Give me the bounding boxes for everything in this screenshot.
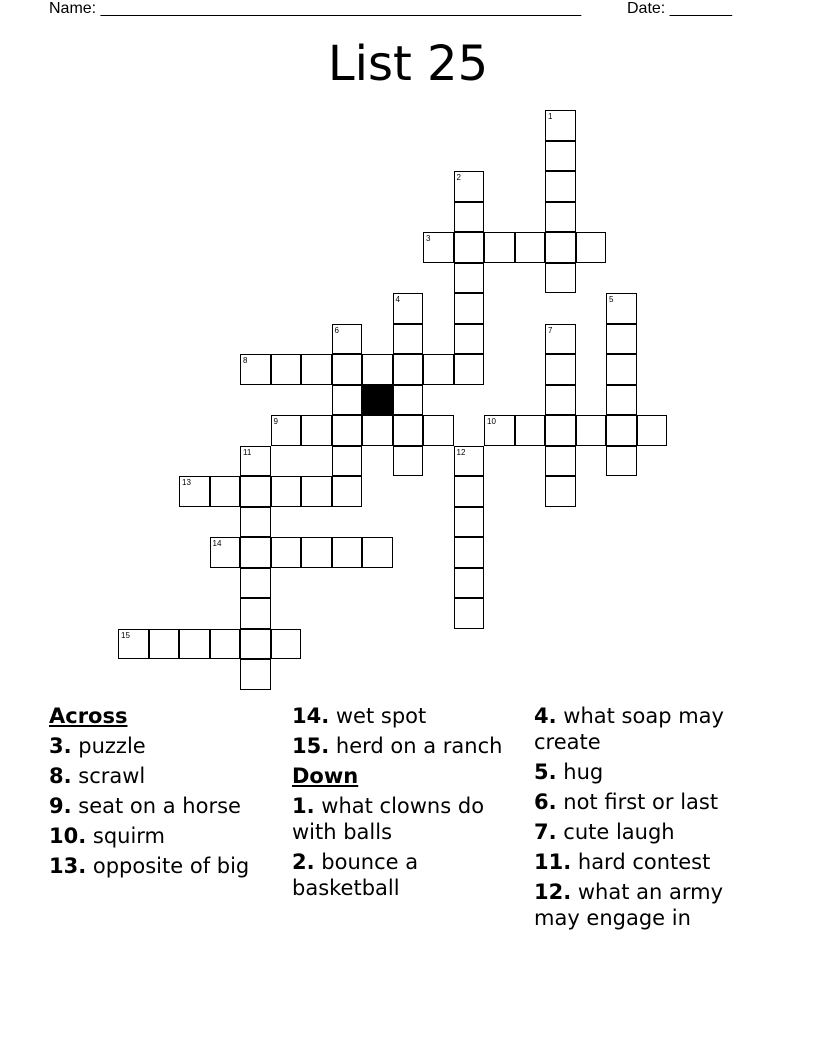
clue-number: 13: [182, 478, 191, 487]
clue-number: 9: [273, 417, 278, 426]
clue-item: [49, 793, 281, 819]
clue-item: [49, 823, 281, 849]
clue-number: 3: [426, 234, 431, 243]
crossword-cell[interactable]: [393, 324, 424, 355]
clue-item-number: 8.: [49, 764, 72, 788]
crossword-cell[interactable]: [454, 476, 485, 507]
crossword-cell[interactable]: [118, 629, 149, 660]
crossword-cell[interactable]: [332, 385, 363, 416]
crossword-cell[interactable]: [179, 476, 210, 507]
clue-item: [534, 789, 766, 815]
clue-item-number: 1.: [292, 794, 315, 818]
crossword-cell[interactable]: [210, 476, 241, 507]
crossword-cell[interactable]: [545, 446, 576, 477]
crossword-cell[interactable]: [332, 324, 363, 355]
clue-column-1: [49, 703, 281, 883]
crossword-cell[interactable]: [149, 629, 180, 660]
clue-number: 11: [243, 447, 252, 457]
clue-number: 8: [243, 356, 248, 365]
clue-number: 1: [548, 112, 553, 121]
page-title: List 25: [327, 36, 489, 92]
clue-heading-down: Down: [292, 764, 359, 788]
clue-number: 12: [456, 447, 466, 457]
clue-item-number: 9.: [49, 794, 72, 818]
crossword-cell[interactable]: [240, 659, 271, 690]
clue-number: 15: [121, 630, 130, 640]
clue-item-text: wet spot: [329, 704, 427, 728]
crossword-cell[interactable]: [332, 415, 363, 446]
crossword-cell[interactable]: [240, 629, 271, 660]
clue-item-text: herd on a ranch: [329, 734, 503, 758]
clue-item: [292, 703, 524, 729]
crossword-cell[interactable]: [271, 354, 302, 385]
clue-number: 5: [609, 295, 614, 304]
crossword-cell[interactable]: [271, 629, 302, 660]
crossword-cell[interactable]: [393, 446, 424, 477]
crossword-cell[interactable]: [301, 537, 332, 568]
clue-item: [534, 879, 766, 931]
crossword-cell[interactable]: [606, 354, 637, 385]
clue-item-text: seat on a horse: [71, 794, 241, 818]
crossword-cell[interactable]: [454, 354, 485, 385]
crossword-cell[interactable]: [271, 537, 302, 568]
crossword-cell[interactable]: [240, 537, 271, 568]
crossword-cell[interactable]: [545, 385, 576, 416]
clue-item-text: what clowns do with balls: [292, 794, 485, 844]
crossword-cell[interactable]: [240, 476, 271, 507]
crossword-cell[interactable]: [545, 263, 576, 294]
date-field-label: Date: _______: [627, 0, 732, 17]
crossword-cell[interactable]: [362, 537, 393, 568]
crossword-cell[interactable]: [484, 415, 515, 446]
crossword-cell[interactable]: [454, 293, 485, 324]
crossword-cell[interactable]: [606, 446, 637, 477]
crossword-cell[interactable]: [515, 232, 546, 263]
clue-item: [534, 759, 766, 785]
clue-item-number: 5.: [534, 760, 557, 784]
clue-number: 7: [548, 325, 553, 335]
crossword-cell[interactable]: [454, 568, 485, 599]
clue-item-number: 14.: [292, 704, 330, 728]
crossword-cell[interactable]: [240, 354, 271, 385]
name-field-label: Name: ______________________________________________________: [49, 0, 582, 17]
crossword-cell[interactable]: [240, 446, 271, 477]
crossword-cell[interactable]: [332, 354, 363, 385]
clue-item-number: 15.: [292, 734, 330, 758]
clue-item-text: what soap may create: [534, 704, 724, 754]
crossword-cell[interactable]: [271, 476, 302, 507]
clue-number: 6: [334, 325, 339, 335]
clue-item-number: 13.: [49, 854, 87, 878]
clue-heading-across: Across: [49, 704, 128, 728]
crossword-cell[interactable]: [393, 354, 424, 385]
crossword-cell[interactable]: [240, 568, 271, 599]
clue-item: [49, 763, 281, 789]
crossword-cell[interactable]: [362, 415, 393, 446]
crossword-cell[interactable]: [515, 415, 546, 446]
crossword-cell[interactable]: [606, 415, 637, 446]
crossword-cell[interactable]: [637, 415, 668, 446]
crossword-cell[interactable]: [606, 385, 637, 416]
clue-item: [49, 853, 281, 879]
crossword-cell[interactable]: [545, 202, 576, 233]
crossword-cell[interactable]: [576, 232, 607, 263]
crossword-cell[interactable]: [454, 507, 485, 538]
clue-item: [534, 849, 766, 875]
clue-item-text: hug: [556, 760, 604, 784]
crossword-cell[interactable]: [484, 232, 515, 263]
clue-item: [534, 703, 766, 755]
clue-number: 2: [456, 173, 461, 182]
crossword-cell[interactable]: [301, 415, 332, 446]
crossword-cell[interactable]: [210, 537, 241, 568]
crossword-cell[interactable]: [423, 232, 454, 263]
clue-item: [292, 733, 524, 759]
crossword-cell[interactable]: [332, 476, 363, 507]
crossword-cell[interactable]: [240, 507, 271, 538]
crossword-cell[interactable]: [332, 537, 363, 568]
crossword-cell[interactable]: [362, 354, 393, 385]
clue-item-text: puzzle: [71, 734, 146, 758]
clue-item-text: opposite of big: [86, 854, 250, 878]
crossword-cell[interactable]: [454, 324, 485, 355]
crossword-cell[interactable]: [454, 537, 485, 568]
crossword-block: [362, 385, 393, 416]
clue-item: [292, 793, 524, 845]
crossword-cell[interactable]: [545, 171, 576, 202]
crossword-cell[interactable]: [454, 263, 485, 294]
clue-item-number: 11.: [534, 850, 572, 874]
clue-column-2: [292, 703, 524, 905]
clue-item-number: 10.: [49, 824, 87, 848]
crossword-cell[interactable]: [301, 476, 332, 507]
clue-item-text: cute laugh: [556, 820, 675, 844]
crossword-cell[interactable]: [545, 354, 576, 385]
clue-number: 4: [395, 295, 400, 304]
crossword-cell[interactable]: [454, 232, 485, 263]
clue-item-text: bounce a basketball: [292, 850, 419, 900]
clue-item-number: 3.: [49, 734, 72, 758]
crossword-cell[interactable]: [423, 354, 454, 385]
crossword-cell[interactable]: [545, 415, 576, 446]
clue-column-3: [534, 703, 766, 935]
crossword-cell[interactable]: [545, 141, 576, 172]
clue-item-text: squirm: [86, 824, 166, 848]
crossword-cell[interactable]: [454, 446, 485, 477]
clue-item-number: 6.: [534, 790, 557, 814]
crossword-cell[interactable]: [576, 415, 607, 446]
crossword-cell[interactable]: [454, 202, 485, 233]
crossword-cell[interactable]: [393, 385, 424, 416]
crossword-cell[interactable]: [545, 110, 576, 141]
clue-number: 10: [487, 417, 496, 426]
crossword-cell[interactable]: [545, 476, 576, 507]
crossword-cell[interactable]: [606, 324, 637, 355]
crossword-cell[interactable]: [210, 629, 241, 660]
crossword-cell[interactable]: [301, 354, 332, 385]
clue-item: [49, 733, 281, 759]
crossword-cell[interactable]: [179, 629, 210, 660]
clue-item-text: what an army may engage in: [534, 880, 724, 930]
crossword-cell[interactable]: [454, 598, 485, 629]
clue-item-number: 2.: [292, 850, 315, 874]
crossword-cell[interactable]: [423, 415, 454, 446]
crossword-cell[interactable]: [332, 446, 363, 477]
clue-item-text: not first or last: [556, 790, 719, 814]
crossword-cell[interactable]: [240, 598, 271, 629]
clue-item-number: 7.: [534, 820, 557, 844]
crossword-cell[interactable]: [454, 171, 485, 202]
clue-item: [292, 849, 524, 901]
crossword-cell[interactable]: [271, 415, 302, 446]
crossword-cell[interactable]: [545, 232, 576, 263]
clue-item-text: hard contest: [571, 850, 711, 874]
clue-item-number: 4.: [534, 704, 557, 728]
crossword-cell[interactable]: [393, 415, 424, 446]
clue-number: 14: [212, 539, 222, 548]
clue-item-number: 12.: [534, 880, 572, 904]
clue-item-text: scrawl: [71, 764, 146, 788]
crossword-cell[interactable]: [606, 293, 637, 324]
crossword-cell[interactable]: [545, 324, 576, 355]
crossword-cell[interactable]: [393, 293, 424, 324]
clue-item: [534, 819, 766, 845]
